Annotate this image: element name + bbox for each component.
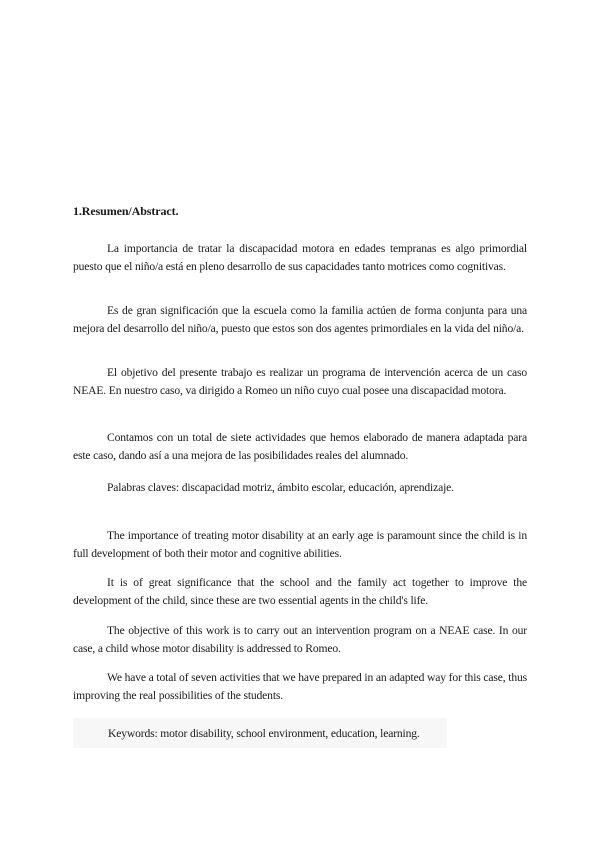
section-heading: 1.Resumen/Abstract. xyxy=(73,204,179,218)
abstract-paragraph-2: It is of great significance that the school and the family act together to improve the development of the child, since these are two essential agents in the child's life. xyxy=(73,576,527,607)
palabras-claves: Palabras claves: discapacidad motriz, ámbito escolar, educación, aprendizaje. xyxy=(107,481,454,494)
keywords-line: Keywords: motor disability, school environment, education, learning. xyxy=(108,727,420,740)
abstract-paragraph-1: The importance of treating motor disability at an early age is paramount since the child is in full development of both their motor and cognitive abilities. xyxy=(73,529,527,560)
resumen-paragraph-1: La importancia de tratar la discapacidad motora en edades tempranas es algo primordial puesto que el niño/a está en pleno desarrollo de sus capacidades tanto motrices como cognitivas. xyxy=(73,242,527,273)
resumen-paragraph-4: Contamos con un total de siete actividades que hemos elaborado de manera adaptada para este caso, dando así a una mejora de las posibilidades reales del alumnado. xyxy=(73,431,527,462)
abstract-paragraph-3: The objective of this work is to carry out an intervention program on a NEAE case. In our case, a child whose motor disability is addressed to Romeo. xyxy=(73,624,527,655)
resumen-paragraph-2: Es de gran significación que la escuela como la familia actúen de forma conjunta para una mejora del desarrollo del niño/a, puesto que estos son dos agentes primordiales en la vida del niño/a. xyxy=(73,304,527,335)
resumen-paragraph-3: El objetivo del presente trabajo es realizar un programa de intervención acerca de un caso NEAE. En nuestro caso, va dirigido a Romeo un niño cuyo cual posee una discapacidad motora. xyxy=(73,366,527,397)
abstract-paragraph-4: We have a total of seven activities that we have prepared in an adapted way for this case, thus improving the real possibilities of the students. xyxy=(73,671,527,702)
